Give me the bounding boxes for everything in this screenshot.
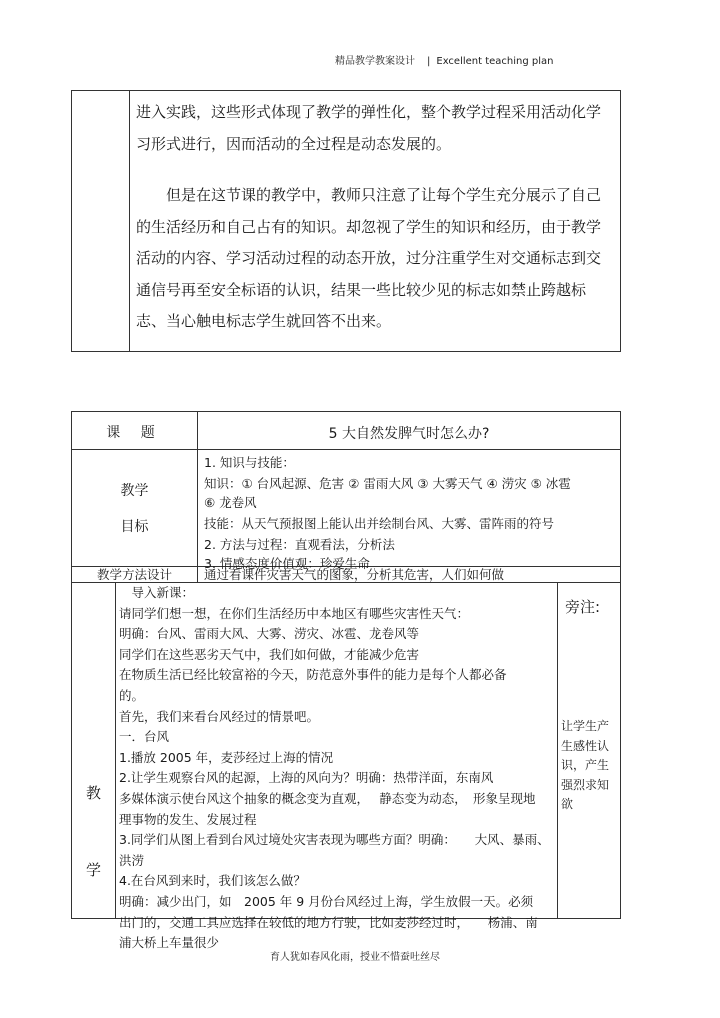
process-line: 2.让学生观察台风的起源，上海的风向为？明确：热带洋面，东南风 <box>119 770 494 786</box>
process-label-2: 学 <box>85 861 101 879</box>
goals-list <box>204 453 616 571</box>
reflection-text <box>136 97 614 338</box>
process-label-1: 教 <box>85 784 101 802</box>
side-note-line: 让学生产 <box>561 719 610 733</box>
process-line: 的。 <box>119 687 145 703</box>
method-label: 教学方法设计 <box>96 567 172 582</box>
column-divider <box>557 582 558 918</box>
goal-line: 2. 方法与过程：直观看法，分析法 <box>204 537 395 552</box>
reflection-table <box>71 90 621 352</box>
goals-label-2: 目标 <box>120 519 149 535</box>
reflection-divider <box>129 91 130 351</box>
side-note <box>561 717 619 815</box>
column-divider <box>115 582 116 918</box>
side-note-label: 旁注: <box>565 598 601 616</box>
method-text: 通过看课件灾害天气的图象，分析其危害，人们如何做 <box>204 567 505 582</box>
side-note-line: 识，产生 <box>561 758 610 772</box>
side-note-line: 生感性认 <box>561 738 610 753</box>
side-note-line: 强烈求知 <box>561 777 610 792</box>
row-divider <box>72 449 620 450</box>
reflection-paragraph-1: 进入实践，这些形式体现了教学的弹性化，整个教学过程采用活动化学习形式进行，因而活动的全过程是动态发展的。 <box>136 103 602 153</box>
goal-line: ⑥ 龙卷风 <box>204 495 257 510</box>
process-line: 多媒体演示使台风这个抽象的概念变为直观， 静态变为动态， 形象呈现地 <box>119 790 536 806</box>
process-line: 浦大桥上车量很少 <box>119 935 220 951</box>
process-line: 3.同学们从图上看到台风过境处灾害表现为哪些方面？明确： 大风、暴雨、 <box>119 832 550 848</box>
process-line: 同学们在这些恶劣天气中，我们如何做，才能减少危害 <box>119 646 420 662</box>
lesson-plan-table <box>71 411 621 951</box>
process-line: 1.播放 2005 年，麦莎经过上海的情况 <box>119 749 334 765</box>
header-separator: | <box>427 56 431 67</box>
topic-label: 课 题 <box>106 425 163 441</box>
side-note-line: 欲 <box>561 797 574 811</box>
process-line: 导入新课： <box>119 585 195 600</box>
goal-line: 知识：① 台风起源、危害 ② 雷雨大风 ③ 大雾天气 ④ 涝灾 ⑤ 冰雹 <box>204 476 571 491</box>
reflection-paragraph-2: 但是在这节课的教学中，教师只注意了让每个学生充分展示了自己的生活经历和自己占有的知识。却忽视了学生的知识和经历，由于教学活动的内容、学习活动过程的动态开放，过分注重学生对交通标志到交通信号再至安全标语的认识，结果一些比较少见的标志如禁止跨越标志、当心触电标志学生就回答不出来。 <box>136 186 602 330</box>
goal-line: 1. 知识与技能： <box>204 455 295 470</box>
process-line: 明确：台风、雷雨大风、大雾、涝灾、冰雹、龙卷风等 <box>119 626 420 642</box>
page-footer: 育人犹如春风化雨，授业不惜蚕吐丝尽 <box>270 952 440 963</box>
process-line: 首先，我们来看台风经过的情景吧。 <box>119 708 320 724</box>
goal-line: 3. 情感态度价值观：珍爱生命 <box>204 556 370 571</box>
header-title-en: Excellent teaching plan <box>436 56 554 67</box>
process-line: 在物质生活已经比较富裕的今天，防范意外事件的能力是每个人都必备 <box>119 667 507 683</box>
goals-label-1: 教学 <box>120 483 149 499</box>
header-title-cn: 精品教学教案设计 <box>335 56 415 67</box>
page-header <box>335 52 554 67</box>
process-line: 一．台风 <box>119 729 170 745</box>
lesson-topic: 5 大自然发脾气时怎么办? <box>328 426 490 442</box>
process-line: 出门的，交通工具应选择在较低的地方行驶，比如麦莎经过时， 杨浦、南 <box>119 914 538 930</box>
goal-line: 技能：从天气预报图上能认出并绘制台风、大雾、雷阵雨的符号 <box>204 516 555 531</box>
process-line: 4.在台风到来时，我们该怎么做？ <box>119 873 306 889</box>
process-line: 明确：减少出门，如 2005 年 9 月份台风经过上海，学生放假一天。必须 <box>119 893 534 909</box>
process-content <box>119 583 555 951</box>
process-line: 请同学们想一想，在你们生活经历中本地区有哪些灾害性天气： <box>119 605 470 621</box>
process-line: 洪涝 <box>119 852 145 868</box>
process-line: 理事物的发生、发展过程 <box>119 811 257 827</box>
